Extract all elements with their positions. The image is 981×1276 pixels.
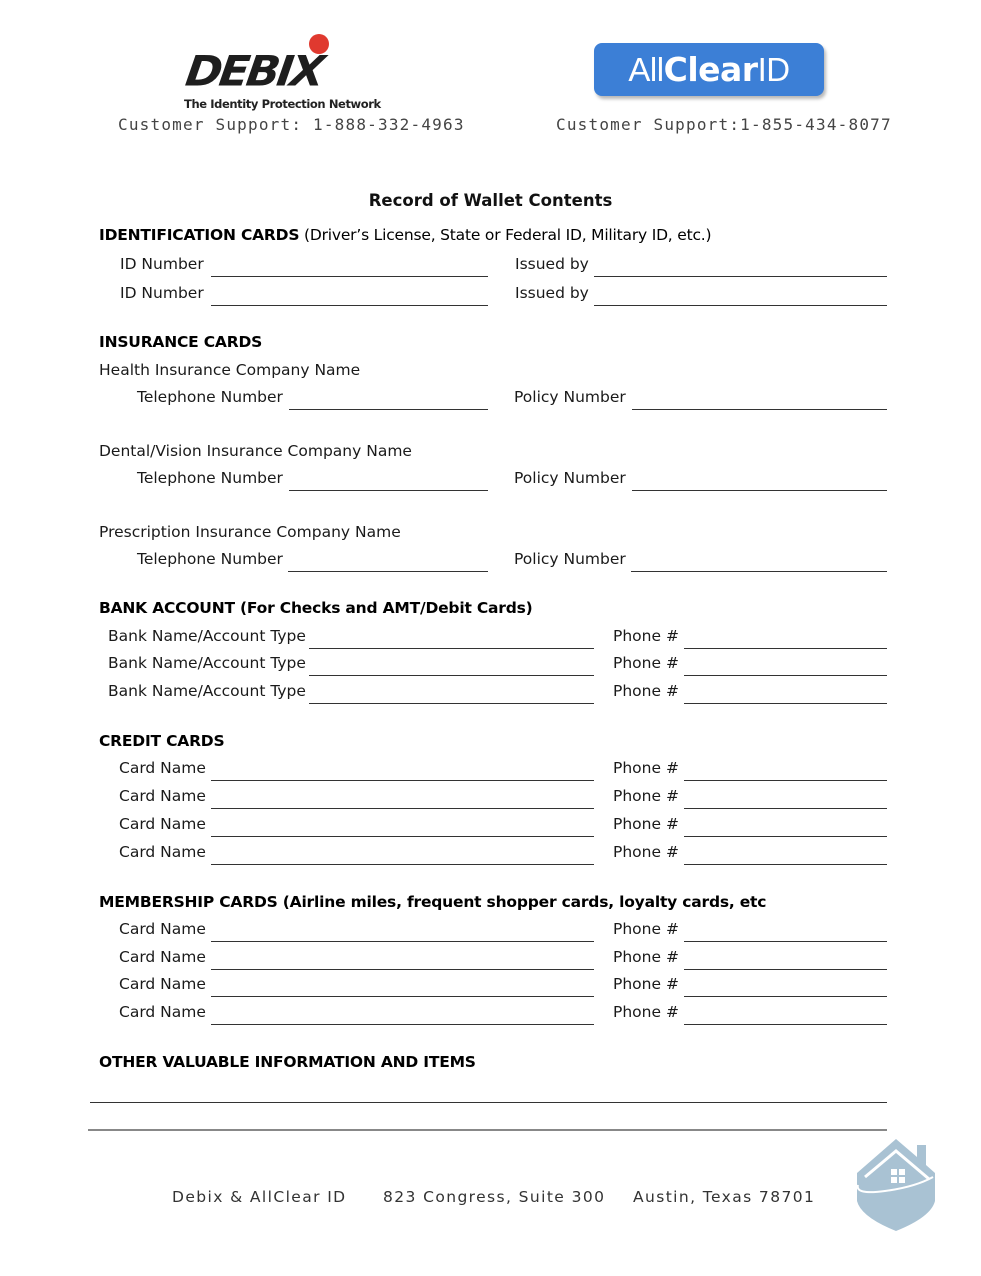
phone-field[interactable]: [684, 675, 887, 676]
phone-field[interactable]: [684, 941, 887, 942]
bank-name-account-type-field[interactable]: [309, 703, 594, 704]
phone-label: Phone #: [613, 627, 679, 645]
id-number-label: ID Number: [120, 284, 204, 302]
policy-number-label: Policy Number: [514, 469, 626, 487]
bank-name-account-type-label: Bank Name/Account Type: [108, 654, 306, 672]
card-name-label: Card Name: [119, 975, 206, 993]
allclear-logo-bold: Clear: [663, 50, 758, 89]
phone-label: Phone #: [613, 759, 679, 777]
phone-label: Phone #: [613, 920, 679, 938]
phone-field[interactable]: [684, 1024, 887, 1025]
phone-field[interactable]: [684, 969, 887, 970]
allclear-support-phone: Customer Support:1-855-434-8077: [556, 115, 892, 134]
policy-number-label: Policy Number: [514, 550, 626, 568]
card-name-field[interactable]: [211, 1024, 594, 1025]
card-name-field[interactable]: [211, 836, 594, 837]
issued-by-label: Issued by: [515, 284, 589, 302]
card-name-label: Card Name: [119, 920, 206, 938]
telephone-label: Telephone Number: [137, 388, 283, 406]
debix-logo-text: DEBIX: [182, 47, 325, 96]
id-number-label: ID Number: [120, 255, 204, 273]
debix-support-phone: Customer Support: 1-888-332-4963: [118, 115, 465, 134]
phone-label: Phone #: [613, 1003, 679, 1021]
membership-heading: MEMBERSHIP CARDS (Airline miles, frequent shopper cards, loyalty cards, etc: [99, 893, 767, 911]
card-name-label: Card Name: [119, 815, 206, 833]
identification-heading: [99, 226, 711, 244]
policy-number-field[interactable]: [631, 571, 887, 572]
other-info-line-1[interactable]: [90, 1102, 887, 1103]
card-name-label: Card Name: [119, 1003, 206, 1021]
policy-number-field[interactable]: [632, 490, 887, 491]
card-name-label: Card Name: [119, 759, 206, 777]
phone-label: Phone #: [613, 787, 679, 805]
footer-company: Debix & AllClear ID: [172, 1188, 347, 1206]
health-company-label: Health Insurance Company Name: [99, 361, 361, 379]
telephone-label: Telephone Number: [137, 469, 283, 487]
allclear-logo-suffix: ID: [757, 50, 790, 88]
dental-company-label: Dental/Vision Insurance Company Name: [99, 442, 412, 460]
bank-name-account-type-field[interactable]: [309, 648, 594, 649]
telephone-label: Telephone Number: [137, 550, 283, 568]
card-name-label: Card Name: [119, 948, 206, 966]
phone-field[interactable]: [684, 648, 887, 649]
allclear-logo: [594, 43, 824, 96]
identification-subheading: (Driver’s License, State or Federal ID, Military ID, etc.): [299, 226, 712, 244]
phone-field[interactable]: [684, 836, 887, 837]
policy-number-label: Policy Number: [514, 388, 626, 406]
telephone-field[interactable]: [289, 409, 488, 410]
phone-field[interactable]: [684, 780, 887, 781]
phone-field[interactable]: [684, 703, 887, 704]
id-number-field[interactable]: [211, 305, 488, 306]
phone-label: Phone #: [613, 843, 679, 861]
phone-label: Phone #: [613, 654, 679, 672]
footer-city: Austin, Texas 78701: [633, 1188, 816, 1206]
bank-name-account-type-label: Bank Name/Account Type: [108, 627, 306, 645]
phone-label: Phone #: [613, 682, 679, 700]
insurance-heading: INSURANCE CARDS: [99, 333, 263, 351]
document-title: Record of Wallet Contents: [368, 191, 613, 210]
allclear-logo-thin: All: [628, 50, 664, 88]
phone-label: Phone #: [613, 948, 679, 966]
card-name-label: Card Name: [119, 787, 206, 805]
card-name-field[interactable]: [211, 996, 594, 997]
telephone-field[interactable]: [288, 571, 488, 572]
phone-field[interactable]: [684, 808, 887, 809]
issued-by-field[interactable]: [594, 305, 887, 306]
phone-label: Phone #: [613, 815, 679, 833]
debix-tagline: The Identity Protection Network: [184, 97, 381, 111]
identification-heading-text: IDENTIFICATION CARDS: [99, 226, 300, 244]
other-heading: OTHER VALUABLE INFORMATION AND ITEMS: [99, 1053, 476, 1071]
prescription-company-label: Prescription Insurance Company Name: [99, 523, 401, 541]
card-name-field[interactable]: [211, 808, 594, 809]
phone-label: Phone #: [613, 975, 679, 993]
card-name-field[interactable]: [211, 780, 594, 781]
other-info-line-2[interactable]: [88, 1129, 887, 1131]
card-name-field[interactable]: [211, 969, 594, 970]
bank-heading: BANK ACCOUNT (For Checks and AMT/Debit Cards): [99, 599, 533, 617]
phone-field[interactable]: [684, 996, 887, 997]
telephone-field[interactable]: [289, 490, 488, 491]
bank-name-account-type-field[interactable]: [309, 675, 594, 676]
card-name-label: Card Name: [119, 843, 206, 861]
issued-by-label: Issued by: [515, 255, 589, 273]
credit-heading: CREDIT CARDS: [99, 732, 225, 750]
footer-street: 823 Congress, Suite 300: [383, 1188, 606, 1206]
bank-name-account-type-label: Bank Name/Account Type: [108, 682, 306, 700]
card-name-field[interactable]: [211, 941, 594, 942]
issued-by-field[interactable]: [594, 276, 887, 277]
id-number-field[interactable]: [211, 276, 488, 277]
policy-number-field[interactable]: [632, 409, 887, 410]
phone-field[interactable]: [684, 864, 887, 865]
house-shield-icon: [855, 1137, 937, 1233]
card-name-field[interactable]: [211, 864, 594, 865]
